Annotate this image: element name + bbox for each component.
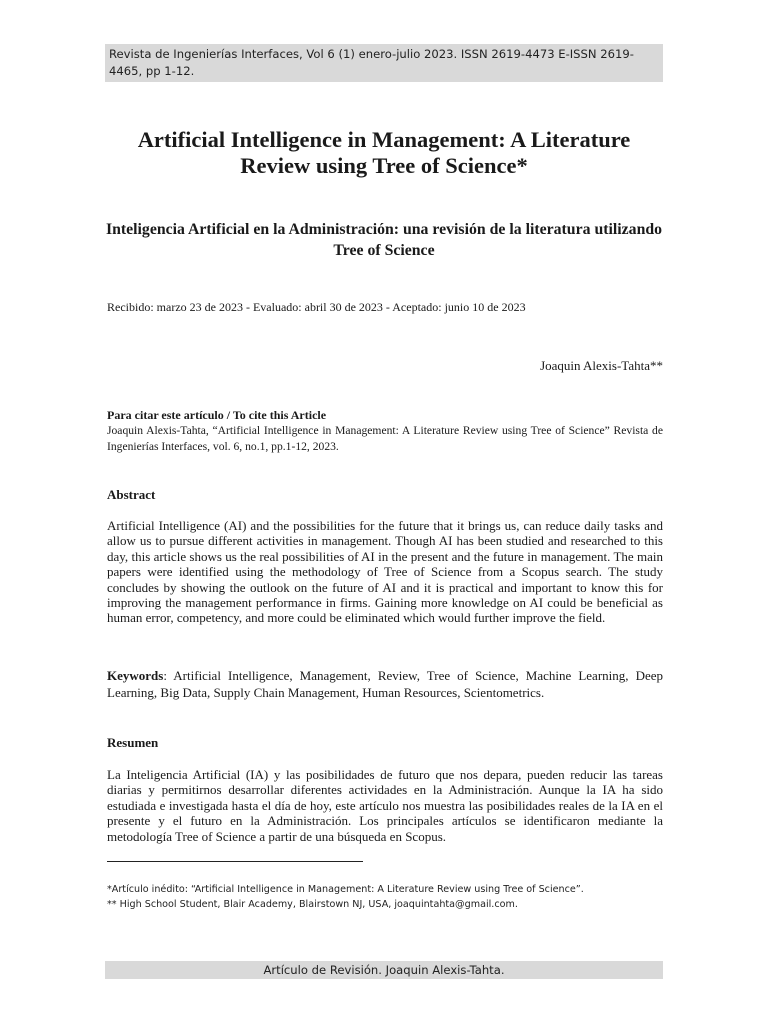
footnote-article: *Artículo inédito: “Artificial Intelligence in Management: A Literature Review using Tree of Science”. [107,884,584,895]
abstract-heading: Abstract [107,487,156,502]
footer-text: Artículo de Revisión. Joaquin Alexis-Tahta. [263,963,505,977]
author-name: Joaquin Alexis-Tahta** [540,358,663,373]
resumen-text: La Inteligencia Artificial (IA) y las posibilidades de futuro que nos depara, pueden reducir las tareas diarias y permitirnos desarrollar diferentes actividades en la Administración. Aunque la IA ha sido estudiada e investigada hasta el día de hoy, este artículo nos muestra las posibilidades reales de la IA en el presente y el futuro en la Administración. Los principales artículos se identificaron mediante la metodología Tree of Science a partir de una búsqueda en Scopus. [107,767,663,844]
citation-text: Joaquin Alexis-Tahta, “Artificial Intelligence in Management: A Literature Review using Tree of Science” Revista de Ingenierías Interfaces, vol. 6, no.1, pp.1-12, 2023. [107,424,663,453]
keywords-text: : Artificial Intelligence, Management, Review, Tree of Science, Machine Learning, Deep Learning, Big Data, Supply Chain Management, Human Resources, Scientometrics. [107,668,663,700]
keywords-paragraph [107,667,663,701]
journal-header [105,44,663,82]
abstract-text: Artificial Intelligence (AI) and the possibilities for the future that it brings us, can reduce daily tasks and allow us to pursue different activities in management. Though AI has been studied and researched to this day, this article shows us the real possibilities of AI in the present and the future in management. The main papers were identified using the methodology of Tree of Science from a Scopus search. The study concludes by showing the outlook on the future of AI and it is practical and important to know this for improving the management performance in firms. Gaining more knowledge on AI could be beneficial as human error, competency, and more could be eliminated which would further improve the field. [107,518,663,626]
article-subtitle-spanish: Inteligencia Artificial en la Administración: una revisión de la literatura utilizando Tree of Science [105,221,663,259]
submission-dates: Recibido: marzo 23 de 2023 - Evaluado: abril 30 de 2023 - Aceptado: junio 10 de 2023 [107,300,526,314]
footnote-divider [107,861,363,862]
journal-line: Revista de Ingenierías Interfaces, Vol 6 (1) enero-julio 2023. ISSN 2619-4473 E-ISSN 2619-4465, pp 1-12. [109,47,634,78]
page-footer [105,961,663,979]
citation-heading: Para citar este artículo / To cite this Article [107,408,327,422]
article-title: Artificial Intelligence in Management: A Literature Review using Tree of Science* [137,127,631,178]
footnotes [107,882,663,912]
keywords-label: Keywords [107,668,164,683]
footnote-author: ** High School Student, Blair Academy, Blairstown NJ, USA, joaquintahta@gmail.com. [107,899,518,910]
resumen-heading: Resumen [107,735,159,750]
